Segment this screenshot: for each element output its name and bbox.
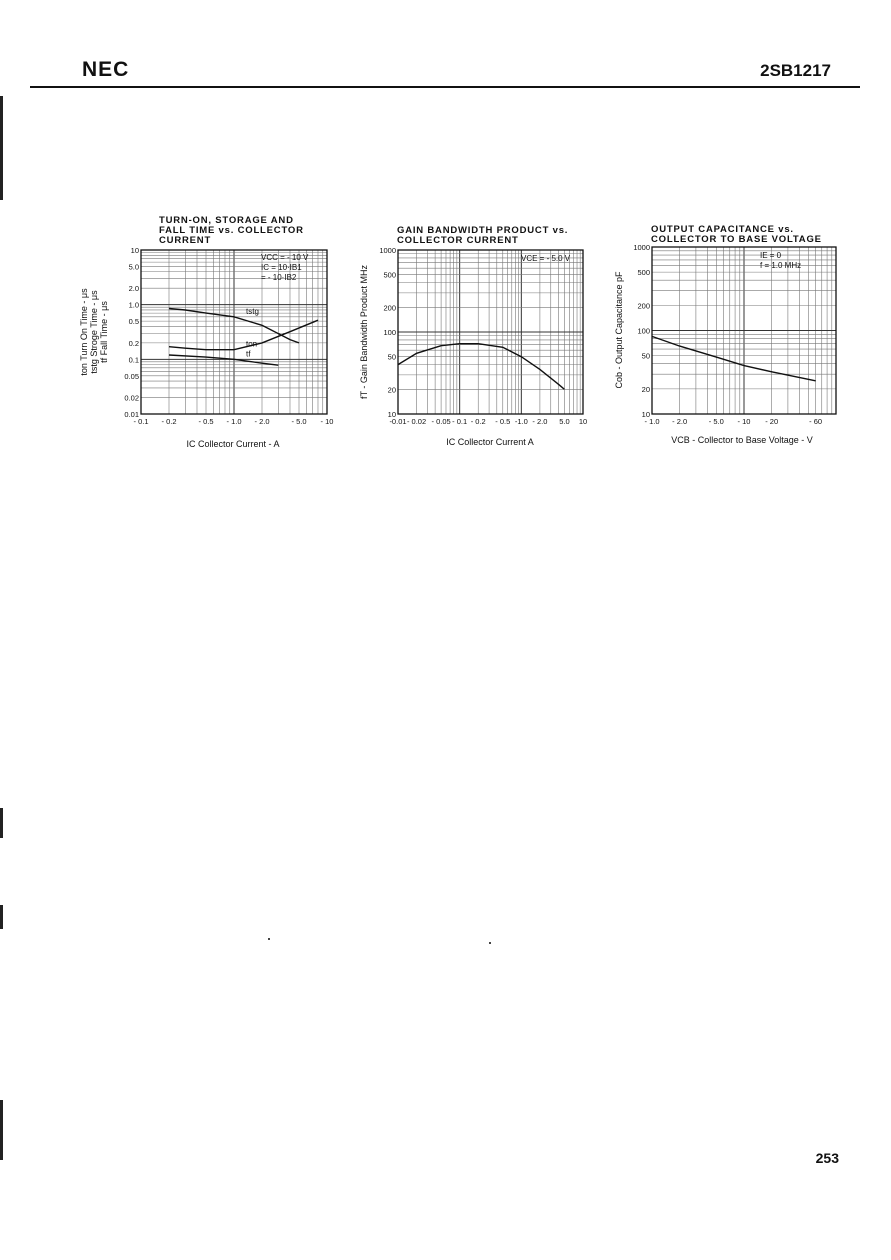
margin-mark: [0, 905, 3, 929]
speck: [268, 938, 270, 940]
y-tick-label: 0.01: [124, 410, 139, 419]
margin-mark: [0, 1100, 3, 1160]
x-tick-label: - 1.0: [226, 417, 242, 426]
part-number: 2SB1217: [760, 61, 831, 80]
x-axis-label: VCB - Collector to Base Voltage - V: [671, 435, 813, 445]
y-tick-label: 0.02: [124, 393, 139, 403]
x-tick-label: - 0.5: [198, 417, 214, 426]
y-tick-label: 100: [383, 328, 396, 337]
y-tick-label: 500: [383, 270, 396, 280]
x-tick-label: - 2.0: [532, 417, 548, 426]
x-tick-label: - 0.1: [452, 417, 468, 426]
y-tick-label: 1000: [633, 243, 650, 252]
x-tick-label: - 10: [320, 417, 334, 426]
x-tick-label: - 60: [809, 417, 823, 426]
chart-panel-1: [75, 210, 355, 460]
x-tick-label: - 0.5: [495, 417, 511, 426]
chart-svg: [355, 210, 635, 460]
x-tick-label: 10: [578, 417, 588, 426]
x-tick-label: - 5.0: [708, 417, 724, 426]
y-tick-label: 20: [641, 384, 650, 394]
x-tick-label: -1.0: [514, 417, 528, 426]
y-tick-label: 200: [637, 301, 650, 311]
x-tick-label: - 0.2: [161, 417, 177, 426]
y-axis-label: tf Fall Time - μs: [99, 301, 109, 363]
condition-label: VCE = - 5.0 V: [521, 254, 571, 263]
y-tick-label: 5.0: [128, 262, 139, 272]
x-axis-label: IC Collector Current - A: [186, 439, 280, 449]
series-label: tstg: [246, 306, 259, 316]
y-tick-label: 100: [637, 326, 650, 336]
y-tick-label: 50: [641, 351, 650, 361]
y-tick-label: 0.05: [124, 371, 139, 381]
y-tick-label: 0.1: [128, 355, 139, 365]
x-tick-label: - 1.0: [644, 417, 660, 426]
y-tick-label: 0.2: [128, 338, 139, 348]
margin-mark: [0, 96, 3, 200]
series-line: [398, 344, 564, 390]
y-tick-label: 20: [387, 385, 396, 395]
y-tick-label: 200: [383, 303, 396, 313]
y-axis-label: ton Turn On Time - μs: [79, 288, 89, 376]
y-tick-label: 1.0: [128, 300, 139, 310]
x-tick-label: - 0.02: [406, 417, 427, 426]
chart-title: GAIN BANDWIDTH PRODUCT vs. COLLECTOR CURRENT: [397, 225, 569, 246]
x-tick-label: -0.01: [389, 417, 407, 426]
brand-logo: NEC: [82, 58, 130, 81]
chart-title: TURN-ON, STORAGE AND FALL TIME vs. COLLECTOR CURRENT: [159, 215, 304, 246]
chart-panel-3: [610, 210, 890, 460]
y-tick-label: 10: [130, 246, 139, 255]
y-axis-label: fT - Gain Bandwidth Product MHz: [359, 265, 369, 399]
condition-label: VCC = - 10 V: [261, 253, 309, 262]
series-line: [169, 320, 318, 350]
margin-mark: [0, 808, 3, 838]
speck: [489, 942, 491, 944]
y-axis-label: tstg Stroge Time - μs: [89, 290, 99, 374]
y-tick-label: 10: [387, 410, 396, 419]
chart-panel-2: [355, 210, 635, 460]
chart-svg: [610, 210, 890, 460]
condition-label: = - 10·IB2: [261, 273, 297, 282]
y-tick-label: 10: [641, 410, 650, 419]
y-tick-label: 0.5: [128, 317, 139, 327]
x-tick-label: - 0.2: [470, 417, 486, 426]
chart-title: OUTPUT CAPACITANCE vs. COLLECTOR TO BASE VOLTAGE: [651, 224, 822, 245]
y-tick-label: 50: [387, 352, 396, 362]
y-tick-label: 2.0: [128, 284, 139, 294]
y-tick-label: 500: [637, 268, 650, 278]
x-tick-label: - 0.05: [431, 417, 451, 426]
x-tick-label: - 2.0: [254, 417, 270, 426]
condition-label: f = 1.0 MHz: [760, 261, 802, 270]
x-tick-label: - 20: [765, 417, 779, 426]
condition-label: IE = 0: [760, 251, 782, 260]
y-tick-label: 1000: [379, 246, 396, 255]
x-axis-label: IC Collector Current A: [446, 437, 534, 447]
series-label: tf: [246, 349, 251, 359]
x-tick-label: - 10: [737, 417, 751, 426]
x-tick-label: - 0.1: [133, 417, 149, 426]
page-number: 253: [815, 1150, 839, 1166]
x-tick-label: - 5.0: [291, 417, 307, 426]
x-tick-label: - 2.0: [672, 417, 688, 426]
chart-svg: [75, 210, 355, 460]
series-label: ton: [246, 339, 258, 349]
condition-label: IC = 10·IB1: [261, 263, 302, 272]
header-rule: [30, 86, 860, 88]
y-axis-label: Cob - Output Capacitance pF: [614, 271, 624, 389]
x-tick-label: 5.0: [559, 417, 570, 426]
